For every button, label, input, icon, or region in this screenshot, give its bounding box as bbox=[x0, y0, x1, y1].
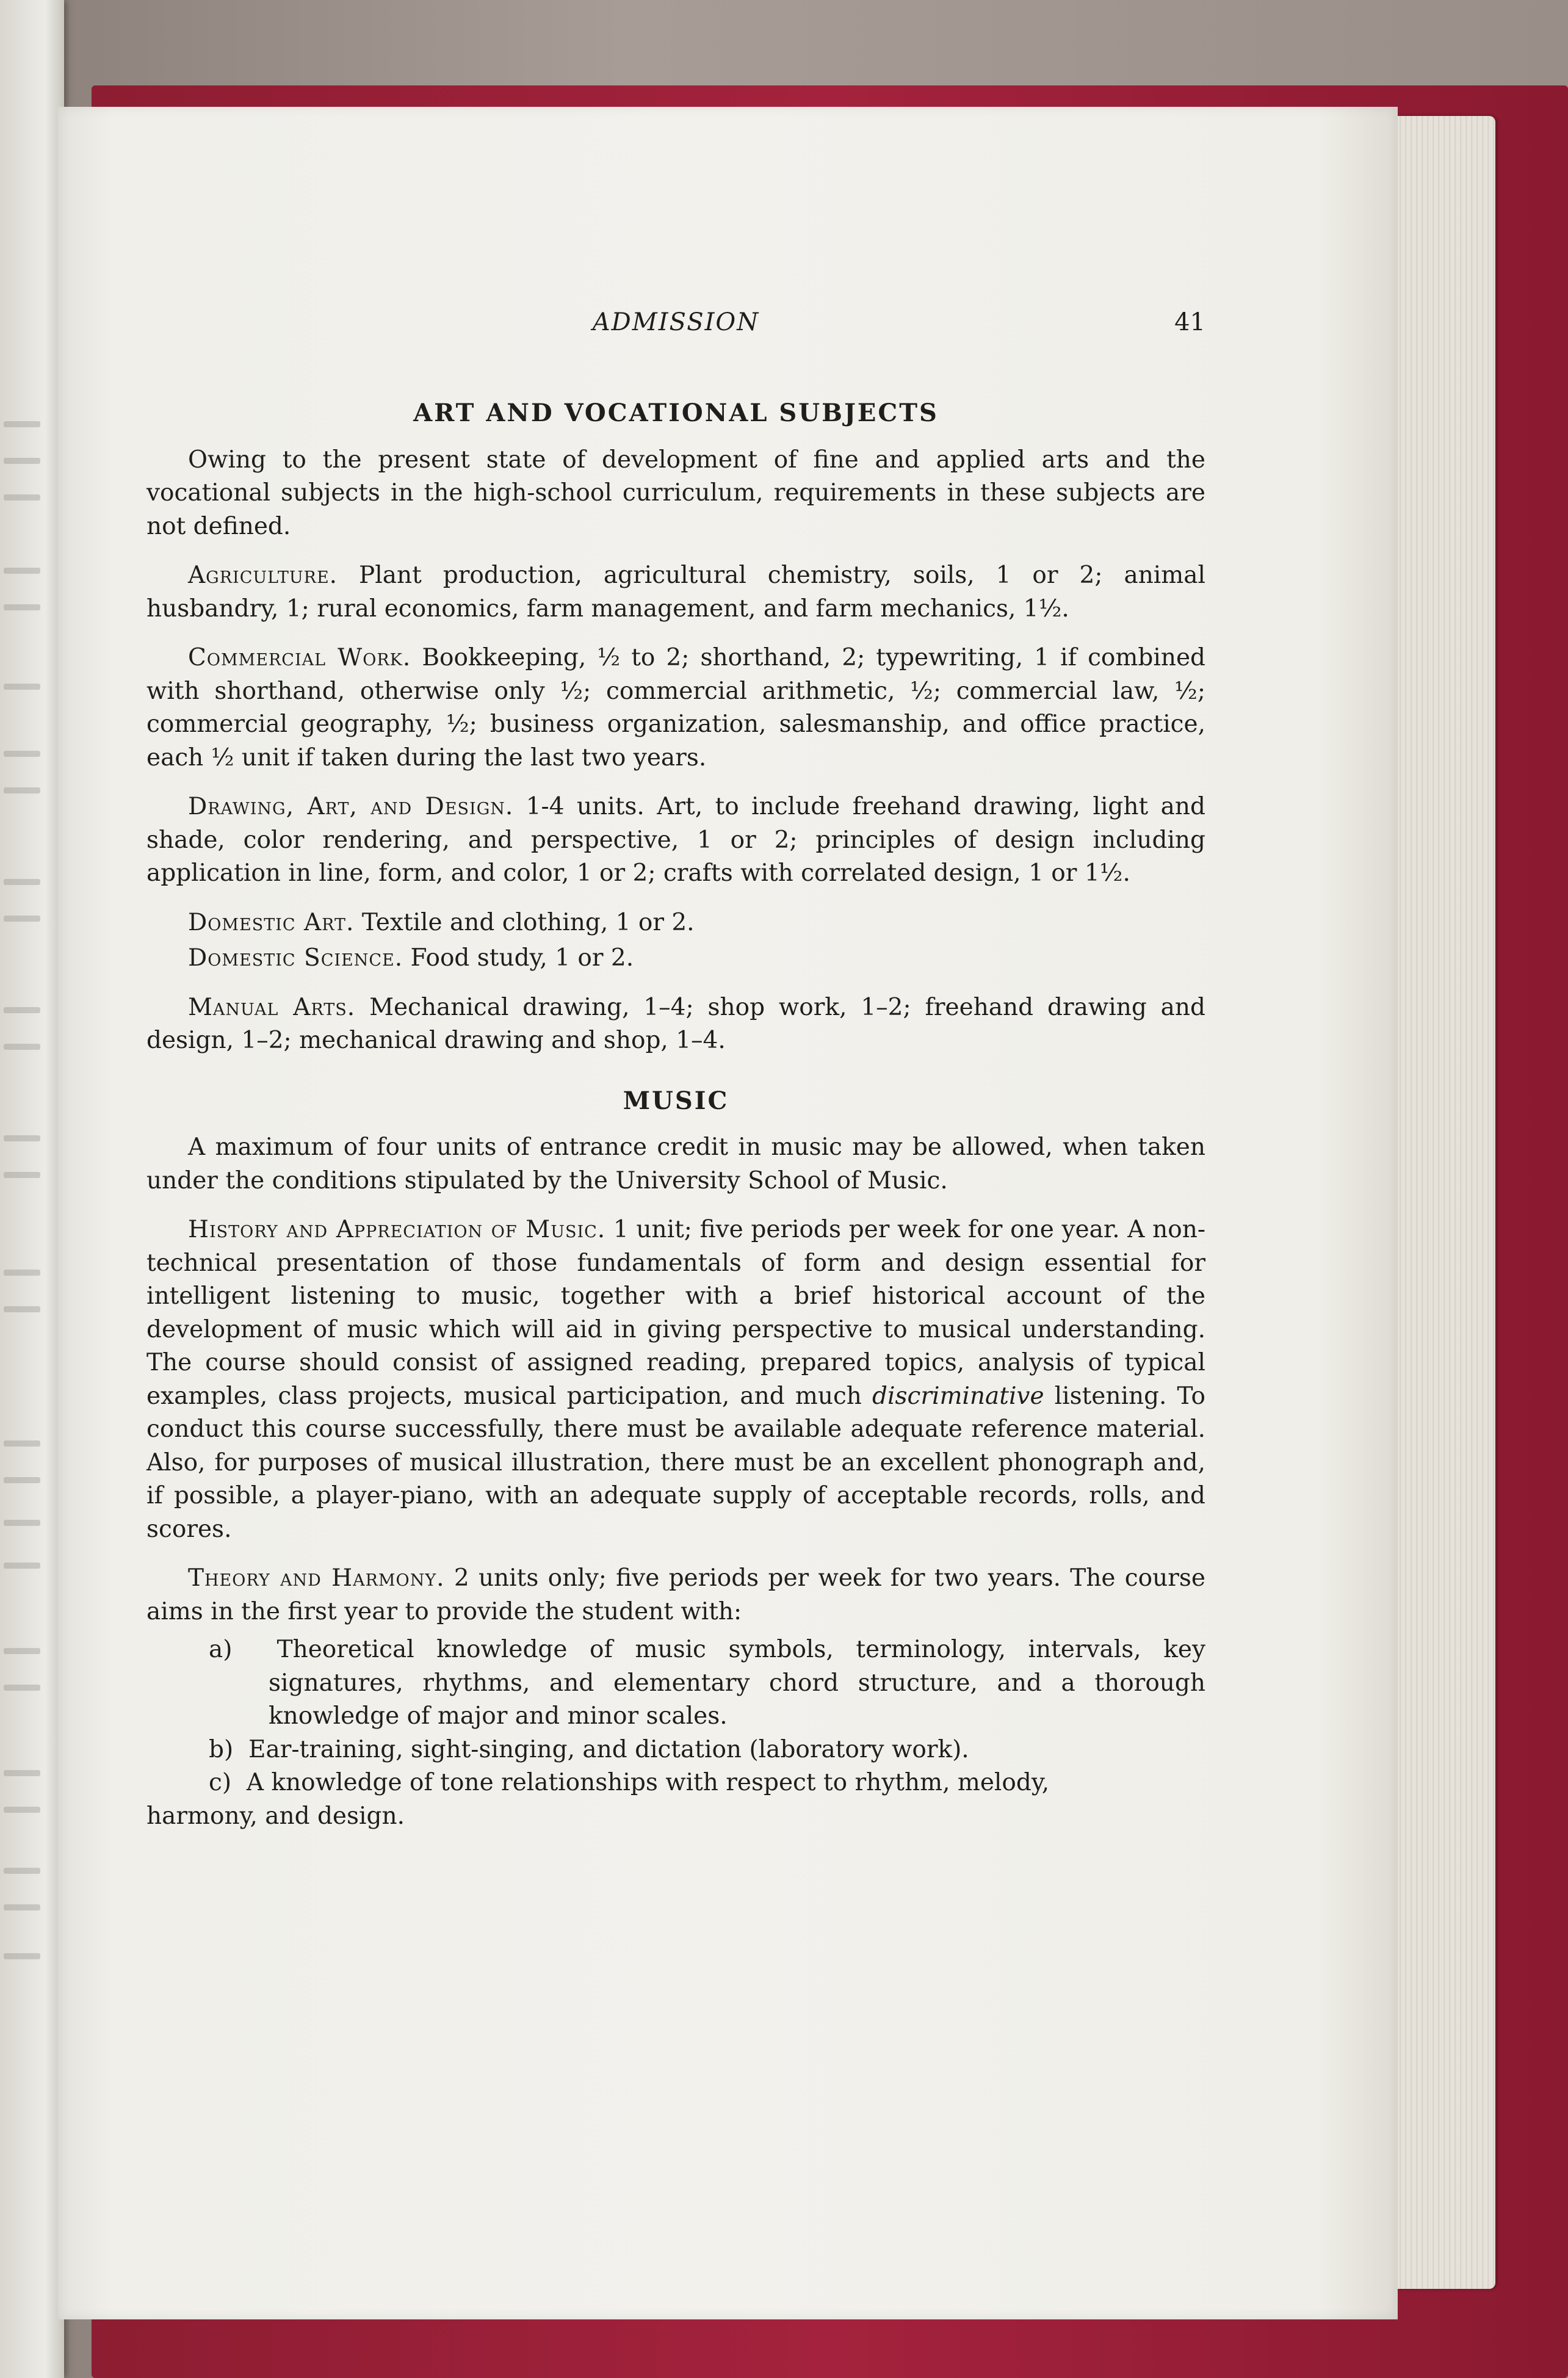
theory-lead: Theory and Harmony. bbox=[188, 1564, 445, 1592]
theory-text: 2 units only; five periods per week for two years. The course aims in the first year to provide the student with: bbox=[146, 1564, 1205, 1625]
domestic-science-lead: Domestic Science. bbox=[188, 944, 403, 972]
domestic-science-paragraph bbox=[146, 942, 1205, 975]
manual-arts-lead: Manual Arts. bbox=[188, 993, 356, 1021]
history-text-after: listening. To conduct this course successfully, there must be available adequate reference material. Also, for purposes of musical illustration, there must be an excellent phonograph and, if possible, a player-piano, with an adequate supply of acceptable records, rolls, and scores. bbox=[146, 1382, 1206, 1543]
list-label-c: c) bbox=[209, 1769, 232, 1796]
running-head-title: ADMISSION bbox=[592, 308, 760, 336]
theory-list-item-c bbox=[146, 1766, 1205, 1800]
domestic-art-text: Textile and clothing, 1 or 2. bbox=[354, 908, 695, 936]
commercial-lead: Commercial Work. bbox=[188, 644, 411, 671]
domestic-art-lead: Domestic Art. bbox=[188, 908, 355, 936]
theory-list-item-c-tail: harmony, and design. bbox=[146, 1802, 405, 1830]
theory-list-item-b bbox=[146, 1733, 1205, 1767]
history-paragraph bbox=[146, 1213, 1205, 1546]
list-text-c: A knowledge of tone relationships with respect to rhythm, melody, bbox=[246, 1769, 1050, 1796]
manual-arts-paragraph bbox=[146, 991, 1205, 1058]
theory-paragraph bbox=[146, 1562, 1205, 1628]
agriculture-paragraph bbox=[146, 559, 1205, 626]
page-number: 41 bbox=[1174, 308, 1205, 336]
history-lead: History and Appreciation of Music. bbox=[188, 1216, 606, 1243]
page-body bbox=[146, 397, 1205, 1833]
music-intro: A maximum of four units of entrance credit in music may be allowed, when taken under the conditions stipulated by the University School of Music. bbox=[146, 1133, 1205, 1194]
manual-arts-text: Mechanical drawing, 1–4; shop work, 1–2; freehand drawing and design, 1–2; mechanical drawing and shop, 1–4. bbox=[146, 993, 1205, 1054]
history-text-before: 1 unit; five periods per week for one year. A non-technical presentation of those fundamentals of form and design essential for intelligent listening to music, together with a brief historical account of the development of music which will aid in giving perspective to musical understanding. The course should consist of assigned reading, prepared topics, analysis of typical examples, class projects, musical participation, and much bbox=[146, 1216, 1206, 1410]
list-text-b: Ear-training, sight-singing, and dictation (laboratory work). bbox=[248, 1735, 969, 1763]
facing-page-edge bbox=[0, 0, 64, 2378]
section-heading-music: MUSIC bbox=[623, 1086, 729, 1115]
list-text-a: Theoretical knowledge of music symbols, terminology, intervals, key signatures, rhythms, and elementary chord structure, and a thorough knowledge of major and minor scales. bbox=[269, 1636, 1205, 1730]
list-label-a: a) bbox=[209, 1636, 233, 1663]
drawing-paragraph bbox=[146, 790, 1205, 891]
drawing-lead: Drawing, Art, and Design. bbox=[188, 793, 514, 820]
agriculture-lead: Agriculture. bbox=[188, 562, 338, 589]
running-head bbox=[146, 308, 1205, 345]
domestic-art-paragraph bbox=[146, 906, 1205, 940]
section-heading-art: ART AND VOCATIONAL SUBJECTS bbox=[413, 399, 939, 427]
agriculture-text: Plant production, agricultural chemistry, soils, 1 or 2; animal husbandry, 1; rural economics, farm management, and farm mechanics, 1½. bbox=[146, 562, 1205, 623]
history-emphasis: discriminative bbox=[872, 1382, 1044, 1410]
theory-list-item-a bbox=[146, 1633, 1205, 1733]
commercial-paragraph bbox=[146, 641, 1205, 775]
list-label-b: b) bbox=[209, 1735, 234, 1763]
commercial-text: Bookkeeping, ½ to 2; shorthand, 2; typewriting, 1 if combined with shorthand, otherwise only ½; commercial arithmetic, ½; commercial law, ½; commercial geography, ½; business organization, salesmanship, and office practice, each ½ unit if taken during the last two years. bbox=[146, 644, 1205, 772]
domestic-science-text: Food study, 1 or 2. bbox=[403, 944, 634, 972]
drawing-text: 1-4 units. Art, to include freehand drawing, light and shade, color rendering, and perspective, 1 or 2; principles of design including application in line, form, and color, 1 or 2; crafts with correlated design, 1 or 1½. bbox=[146, 793, 1205, 887]
art-intro: Owing to the present state of development of fine and applied arts and the vocational subjects in the high-school curriculum, requirements in these subjects are not defined. bbox=[146, 446, 1205, 540]
